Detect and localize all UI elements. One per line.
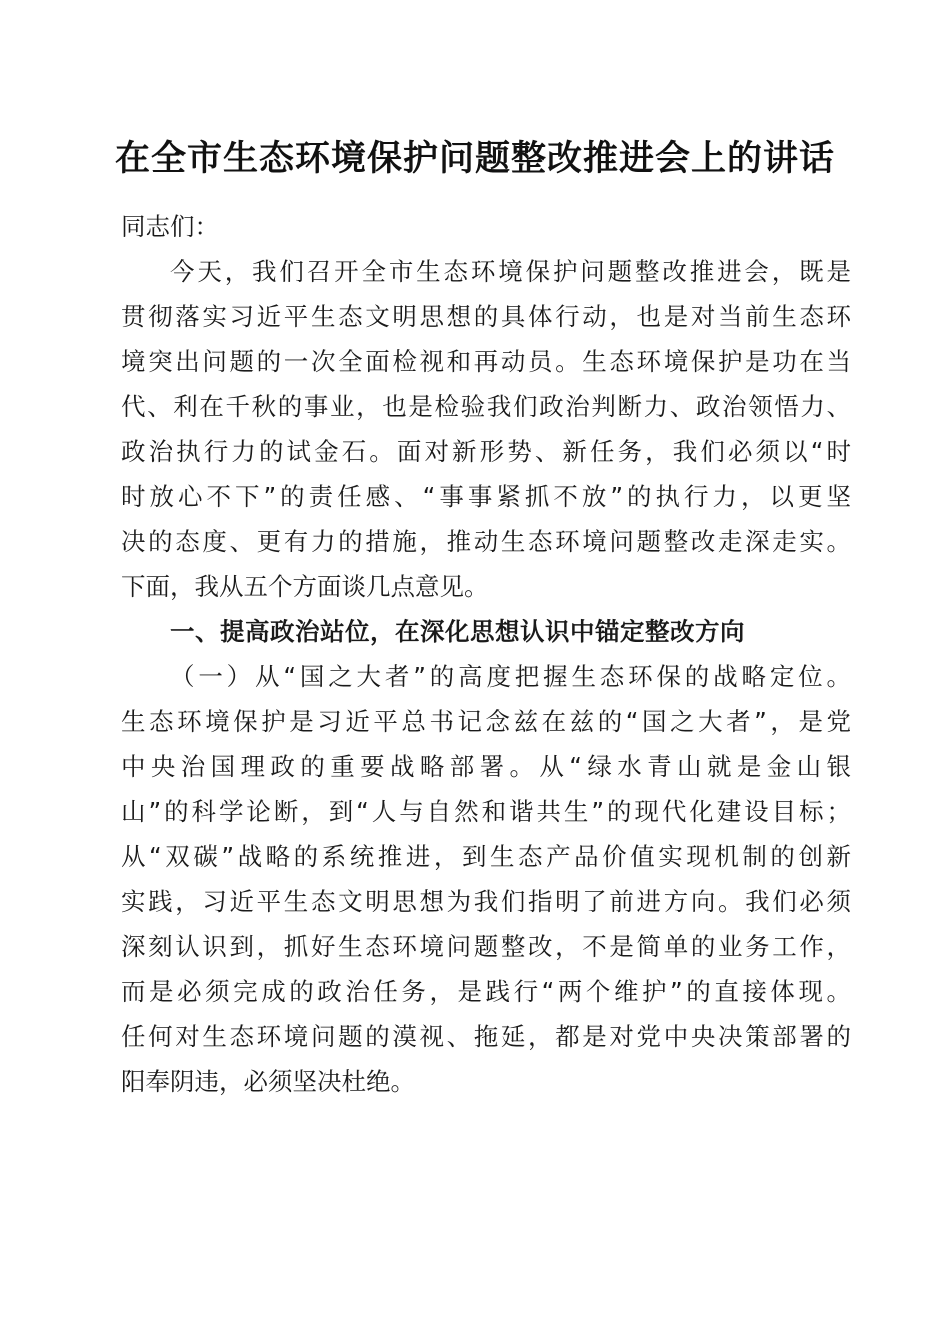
intro-line: 代、利在千秋的事业，也是检验我们政治判断力、政治领悟力、	[121, 392, 851, 421]
document-title: 在全市生态环境保护问题整改推进会上的讲话	[114, 138, 835, 179]
section-heading: 一、提高政治站位，在深化思想认识中锚定整改方向	[170, 617, 745, 646]
subsection-line: 任何对生态环境问题的漠视、拖延，都是对党中央决策部署的	[121, 1022, 851, 1051]
intro-line: 政治执行力的试金石。面对新形势、新任务，我们必须以“时	[121, 437, 851, 466]
subsection-line: 深刻认识到，抓好生态环境问题整改，不是简单的业务工作，	[121, 932, 851, 961]
subsection-paragraph	[121, 654, 851, 1104]
subsection-line: 山”的科学论断，到“人与自然和谐共生”的现代化建设目标；	[121, 797, 851, 826]
document-body	[121, 204, 851, 1104]
intro-line: 贯彻落实习近平生态文明思想的具体行动，也是对当前生态环	[121, 302, 851, 331]
intro-paragraph	[121, 249, 851, 609]
subsection-lead-line: （一）从“国之大者”的高度把握生态环保的战略定位。	[170, 662, 851, 691]
subsection-line: 生态环境保护是习近平总书记念兹在兹的“国之大者”，是党	[121, 707, 851, 736]
subsection-line: 实践，习近平生态文明思想为我们指明了前进方向。我们必须	[121, 887, 851, 916]
salutation: 同志们：	[121, 212, 219, 241]
intro-line: 时放心不下”的责任感、“事事紧抓不放”的执行力，以更坚	[121, 482, 851, 511]
intro-line: 下面，我从五个方面谈几点意见。	[121, 572, 489, 601]
subsection-line: 而是必须完成的政治任务，是践行“两个维护”的直接体现。	[121, 977, 851, 1006]
subsection-line: 中央治国理政的重要战略部署。从“绿水青山就是金山银	[121, 752, 851, 781]
intro-line: 今天，我们召开全市生态环境保护问题整改推进会，既是	[170, 257, 851, 286]
intro-line: 决的态度、更有力的措施，推动生态环境问题整改走深走实。	[121, 527, 851, 556]
subsection-line: 从“双碳”战略的系统推进，到生态产品价值实现机制的创新	[121, 842, 851, 871]
subsection-line: 阳奉阴违，必须坚决杜绝。	[121, 1067, 415, 1096]
intro-line: 境突出问题的一次全面检视和再动员。生态环境保护是功在当	[121, 347, 851, 376]
